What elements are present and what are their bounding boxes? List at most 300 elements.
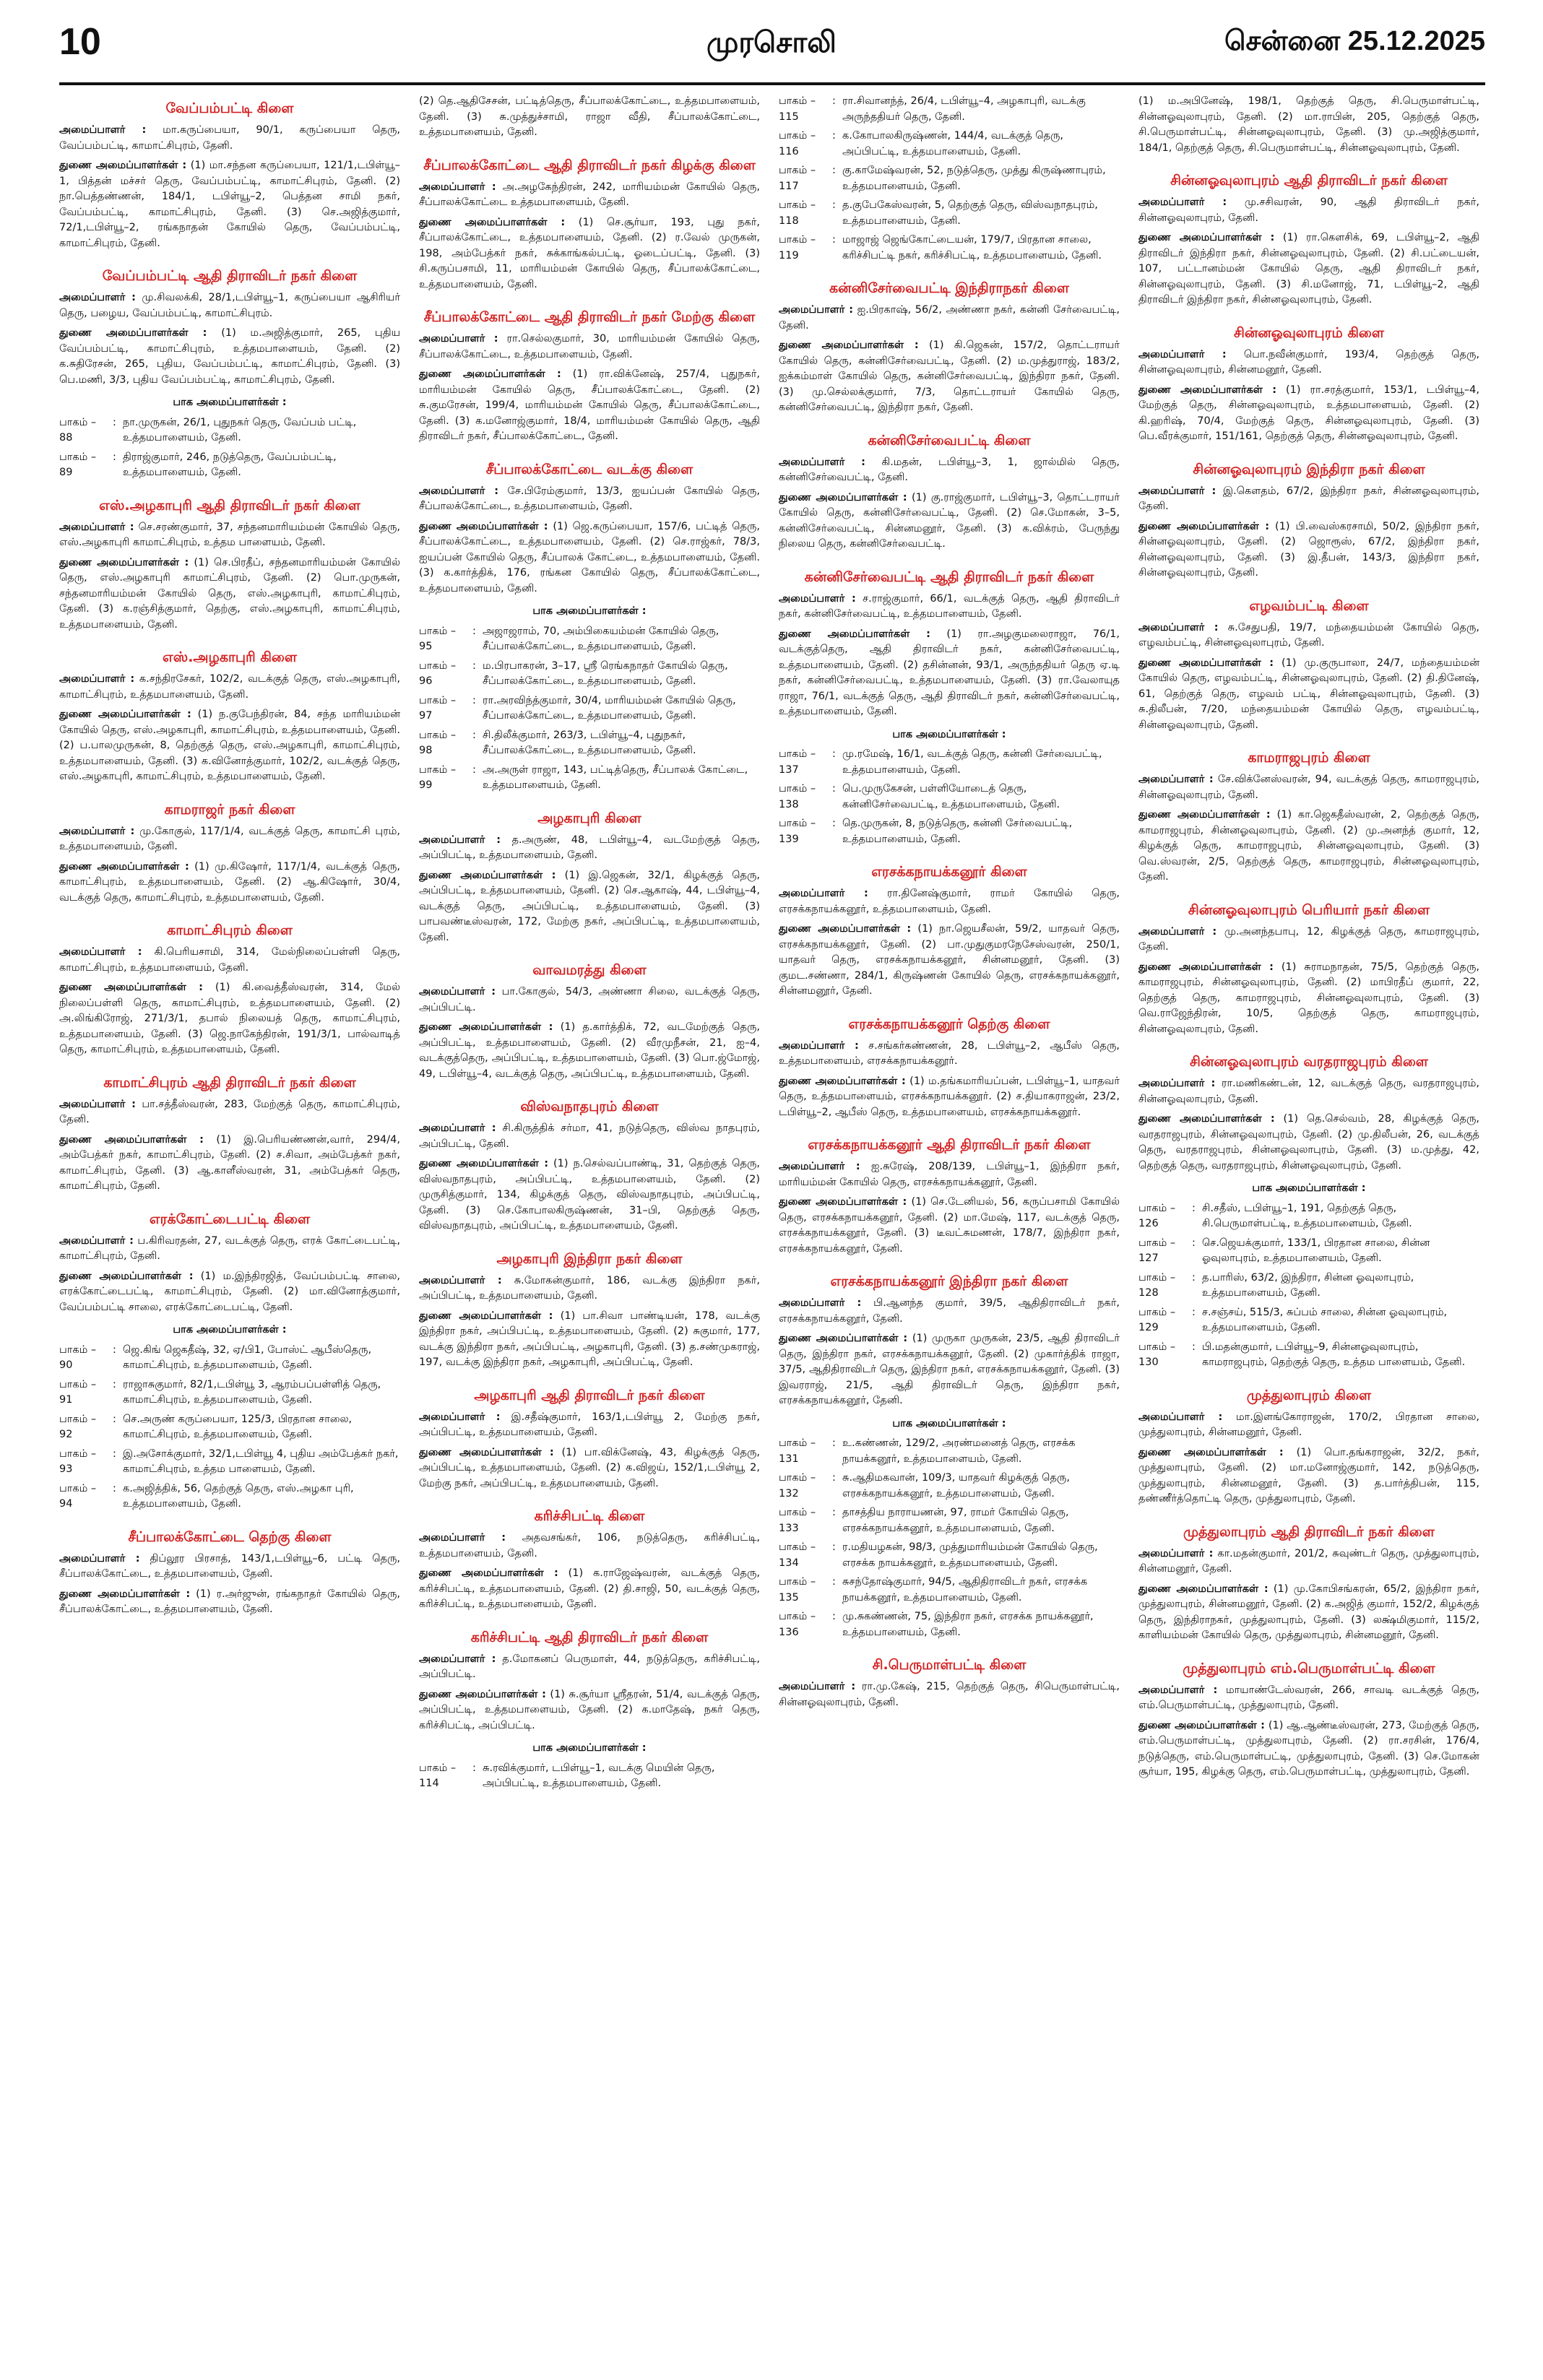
branch-heading: முத்துலாபுரம் கிளை xyxy=(1246,1387,1372,1403)
role-label: அமைப்பாளர் : xyxy=(1138,348,1227,360)
booth-row xyxy=(779,1471,1120,1502)
deputy-organizers xyxy=(59,326,400,388)
branch-heading: எஸ்.அழகாபுரி கிளை xyxy=(162,649,298,665)
deputy-organizers-text: (1) சுராமநாதன், 75/5, தெற்குத் தெரு, காமராஜபுரம், சின்னஓவுலாபுரம், தேனி. (2) மாபிரதீப் குமார், 22, தெற்குத் தெரு, காமராஜபுரம், சின்னஓவுலாபுரம், தேனி. (3) வெ.ராஜேந்திரன், 10/5, தெற்குத் தெரு, காமராஜபுரம், சின்னஓவுலாபுரம், தேனி. xyxy=(1138,961,1479,1035)
role-label: துணை அமைப்பாளர்கள் : xyxy=(1138,384,1277,396)
role-label: அமைப்பாளர் : xyxy=(779,592,856,605)
booth-colon: : xyxy=(832,748,836,760)
branch-section xyxy=(1138,1660,1479,1780)
branch-section xyxy=(1138,901,1479,1038)
organizer-text: கா.மதன்குமார், 201/2, சுவுண்டர் தெரு, முத்துலாபுரம், சின்னமனூர், தேனி. xyxy=(1138,1547,1479,1575)
organizer xyxy=(419,833,760,864)
role-label: அமைப்பாளர் : xyxy=(419,1653,496,1665)
booth-text: மு.சுகண்ணன், 75, இந்திரா நகர், எரசக்க நாயக்கனூர், உத்தமபாளையம், தேனி. xyxy=(842,1611,1094,1638)
branch-section xyxy=(419,157,760,293)
organizer-text: ரா.செல்லகுமார், 30, மாரியம்மன் கோயில் தெரு, சீப்பாலக்கோட்டை, உத்தமபாளையம், தேனி. xyxy=(419,333,760,360)
booth-organizers-heading: பாக அமைப்பாளர்கள் : xyxy=(532,605,647,617)
deputy-organizers-text: (1) ம.தங்கமாரியப்பன், டபிள்யூ–1, யாதவர் தெரு, உத்தமபாளையம், எரசக்கநாயக்கனூர். (2) ச.தியாகராஜன், 23/2, டபிள்யூ–2, ஆபீஸ் தெரு, உத்தமபாளையம், எரசக்கநாயக்கனூர். xyxy=(779,1075,1120,1118)
branch-heading: முத்துலாபுரம் எம்.பெருமாள்பட்டி கிளை xyxy=(1183,1660,1435,1676)
branch-heading: சீப்பாலக்கோட்டை ஆதி திராவிடர் நகர் கிழக்கு கிளை xyxy=(423,157,756,173)
booth-colon: : xyxy=(832,1611,836,1622)
booth-row xyxy=(779,94,1120,125)
booth-text: கு.காமேஷ்வரன், 52, நடுத்தெரு, முத்து கிருஷ்ணாபுரம், உத்தமபாளையம், தேனி. xyxy=(842,165,1106,192)
branch-heading: சின்னஓவுலாபுரம் இந்திரா நகர் கிளை xyxy=(1193,461,1425,477)
branch-section xyxy=(419,1250,760,1371)
organizer xyxy=(1138,772,1479,803)
booth-colon: : xyxy=(113,1448,116,1460)
branch-section xyxy=(779,863,1120,1000)
booth-colon: : xyxy=(472,659,476,672)
organizer xyxy=(779,1296,1120,1327)
role-label: துணை அமைப்பாளர்கள் : xyxy=(419,216,566,228)
deputy-organizers xyxy=(419,1156,760,1234)
branch-heading: விஸ்வநாதபுரம் கிளை xyxy=(520,1099,659,1115)
role-label: துணை அமைப்பாளர்கள் : xyxy=(1138,1583,1268,1595)
booth-number: பாகம் – 139 xyxy=(779,818,816,845)
role-label: துணை அமைப்பாளர்கள் : xyxy=(59,1133,204,1146)
role-label: துணை அமைப்பாளர்கள் : xyxy=(419,368,561,380)
booth-colon: : xyxy=(832,165,836,176)
booth-row xyxy=(59,1377,400,1408)
organizer xyxy=(59,1097,400,1128)
deputy-organizers xyxy=(59,158,400,251)
booth-colon: : xyxy=(472,763,476,776)
role-label: அமைப்பாளர் : xyxy=(59,292,136,303)
branch-heading: அழகாபுரி இந்திரா நகர் கிளை xyxy=(496,1250,683,1267)
booth-colon: : xyxy=(832,1576,836,1588)
organizer-text: சே.விக்னேஸ்வரன், 94, வடக்குத் தெரு, காமராஜபுரம், சின்னஓவுலாபுரம், தேனி. xyxy=(1138,774,1479,801)
booth-number: பாகம் – 90 xyxy=(59,1343,97,1371)
organizer-text: மா.கருப்பையா, 90/1, கருப்பையா தெரு, வேப்பம்பட்டி, காமாட்சிபுரம், தேனி. xyxy=(59,124,400,152)
deputy-organizers xyxy=(779,338,1120,416)
deputy-organizers xyxy=(419,1020,760,1082)
booth-number: பாகம் – 119 xyxy=(779,234,816,261)
booth-row xyxy=(779,1436,1120,1467)
deputy-organizers-text: (1) பா.சிவா பாண்டியன், 178, வடக்கு இந்திரா நகர், அப்பிபட்டி, உத்தமபாளையம், தேனி. (2) சுகுமார், 177, வடக்கு இந்திரா நகர், அப்பிபட்டி, அழகாபுரி, தேனி. (3) த.சண்முகராஜ், 197, வடக்கு இந்திரா நகர், அழகாபுரி, அப்பிபட்டி, தேனி. xyxy=(419,1310,760,1368)
role-label: அமைப்பாளர் : xyxy=(1138,1078,1216,1089)
deputy-organizers-text: (1) ம.அஜித்குமார், 265, புதிய வேப்பம்பட்டி, காமாட்சிபுரம், உத்தமபாளையம், தேனி. (2) க.சுதிரேசன், 265, புதிய, வேப்பம்பட்டி, காமாட்சிபுரம், தேனி. (3) பெ.மணி, 3/3, புதிய வேப்பம்பட்டி, காமாட்சிபுரம், தேனி. xyxy=(59,327,400,386)
deputy-organizers xyxy=(1138,960,1479,1038)
organizer-text: சு.மோகன்குமார், 186, வடக்கு இந்திரா நகர், அப்பிபட்டி, உத்தமபாளையம், தேனி. xyxy=(419,1274,760,1302)
page-number: 10 xyxy=(59,21,101,63)
organizer-text: சி.கிருத்திக் சர்மா, 41, நடுத்தெரு, விஸ்வ நாதபுரம், அப்பிபட்டி, தேனி. xyxy=(419,1122,760,1150)
deputy-organizers-text: (1) த.கார்த்திக், 72, வடமேற்குத் தெரு, அப்பிபட்டி, உத்தமபாளையம், தேனி. (2) வீரமுநீசன், 21, ஐ–4, வடக்குத்தெரு, அப்பிபட்டி, உத்தமபாளையம், தேனி. (3) பொ.ஜ்மோஜ், 49, டபிள்யூ–4, வடக்குத் தெரு, அப்பிபட்டி, உத்தமபாளையம், தேனி. xyxy=(419,1021,760,1080)
booth-row xyxy=(59,415,400,446)
booth-colon: : xyxy=(113,451,116,463)
deputy-organizers-text: (1) மு.குருபாலா, 24/7, மந்தையம்மன் கோயில் தெரு, எழவம்பட்டி, சின்னஓவுலாபுரம், தேனி. (2) தி.தினேஷ், 61, தெற்குத் தெரு, எழவம் பட்டி, சின்னஓவுலாபுரம், தேனி. (3) சு.திலீபன், 7/20, மந்தையம்மன் கோயில் தெரு, எழவம்பட்டி, சின்னஓவுலாபுரம், தேனி. xyxy=(1138,657,1479,731)
booth-colon: : xyxy=(113,1343,116,1356)
booth-row xyxy=(779,1609,1120,1640)
role-label: துணை அமைப்பாளர்கள் : xyxy=(419,1310,553,1322)
booth-text: சி.சதீஸ், டபிள்யூ–1, 191, தெற்குத் தெரு, சி.பெருமாள்பட்டி, உத்தமபாளையம், தேனி. xyxy=(1202,1202,1412,1229)
deputy-organizers-text: (1) பா.விக்னேஷ், 43, கிழக்குத் தெரு, அப்பிபட்டி, உத்தமபாளையம், தேனி. (2) க.விஜய், 152/1,டபிள்யூ 2, மேற்கு நகர், அப்பிபட்டி, உத்தமபாளையம், தேனி. xyxy=(419,1446,760,1489)
role-label: அமைப்பாளர் : xyxy=(1138,925,1217,938)
deputy-organizers xyxy=(59,1133,400,1195)
deputy-organizers xyxy=(779,627,1120,720)
branch-section xyxy=(779,1656,1120,1710)
booth-number: பாகம் – 95 xyxy=(419,625,457,652)
deputy-organizers-text: (1) பி.வைஸ்கரசாமி, 50/2, இந்திரா நகர், சின்னஓவுலாபுரம், தேனி. (2) ஜொரூஸ், 67/2, இந்திரா நகர், சின்னஓவுலாபுரம், தேனி. (3) இ.தீபன், 143/3, இந்திரா நகர், சின்னஓவுலாபுரம், தேனி. xyxy=(1138,520,1479,579)
role-label: அமைப்பாளர் : xyxy=(1138,621,1219,633)
deputy-organizers-text: (1) ந.குபேந்திரன், 84, சந்த மாரியம்மன் கோயில் தெரு, எஸ்.அழகாபுரி, காமாட்சிபுரம், உத்தமபாளையம், தேனி. (2) ப.பாலமுருகன், 8, தெற்குத் தெரு, எஸ்.அழகாபுரி, காமாட்சிபுரம், உத்தமபாளையம், தேனி. (3) க.வினோத்குமார், 102/2, வடக்குத் தெரு, எஸ்.அழகாபுரி, காமாட்சிபுரம், உத்தமபாளையம், தேனி. xyxy=(59,709,400,782)
branch-heading: சீப்பாலக்கோட்டை தெற்கு கிளை xyxy=(128,1528,332,1545)
organizer xyxy=(1138,1546,1479,1578)
role-label: அமைப்பாளர் : xyxy=(419,485,499,497)
organizer-text: சே.பிரேம்குமார், 13/3, ஐயப்பன் கோயில் தெரு, சீப்பாலக்கோட்டை, உத்தமபாளையம், தேனி. xyxy=(419,485,760,512)
branch-section xyxy=(419,810,760,946)
booth-colon: : xyxy=(1192,1341,1196,1353)
branch-section xyxy=(419,461,760,794)
role-label: துணை அமைப்பாளர்கள் : xyxy=(59,327,207,339)
branch-section xyxy=(1138,597,1479,734)
booth-text: மாஜாஜ் ஜெங்கோட்டையன், 179/7, பிரதான சாலை, கரிச்சிபட்டி நகர், கரிச்சிபட்டி, உத்தமபாளையம், தேனி. xyxy=(842,234,1102,261)
booth-colon: : xyxy=(832,199,836,211)
deputy-organizers-text: (1) சு.சூர்யா ஸ்ரீதரன், 51/4, வடக்குத் தெரு, அப்பிபட்டி, உத்தமபாளையம், தேனி. (2) க.மாதேஷ், நகர் தெரு, கரிச்சிபட்டி, அப்பிபட்டி. xyxy=(419,1688,760,1731)
branch-section xyxy=(1138,1387,1479,1507)
organizer xyxy=(419,1121,760,1152)
booth-number: பாகம் – 134 xyxy=(779,1541,816,1569)
organizer xyxy=(1138,1683,1479,1714)
organizer-text: மு.அனந்தபாபு, 12, கிழக்குத் தெரு, காமராஜபுரம், தேனி. xyxy=(1138,925,1479,953)
branch-heading: எஸ்.அழகாபுரி ஆதி திராவிடர் நகர் கிளை xyxy=(99,497,360,514)
booth-colon: : xyxy=(113,1482,116,1494)
booth-row xyxy=(419,728,760,759)
deputy-organizers xyxy=(59,1269,400,1316)
role-label: அமைப்பாளர் : xyxy=(779,1039,859,1052)
booth-number: பாகம் – 92 xyxy=(59,1413,97,1440)
role-label: அமைப்பாளர் : xyxy=(59,1098,136,1110)
branch-heading: கன்னிசேர்வைபட்டி இந்திராநகர் கிளை xyxy=(829,280,1069,296)
role-label: அமைப்பாளர் : xyxy=(779,1161,860,1172)
deputy-organizers xyxy=(1138,1112,1479,1174)
deputy-organizers xyxy=(779,1195,1120,1257)
booth-number: பாகம் – 136 xyxy=(779,1611,816,1638)
deputy-organizers xyxy=(1138,1445,1479,1507)
branch-section xyxy=(779,280,1120,416)
organizer-text: மு.சிவலக்கி, 28/1,டபிள்யூ–1, கருப்பையா ஆசிரியர் தெரு, பழைய, வேப்பம்பட்டி, காமாட்சிபுரம். xyxy=(59,292,400,319)
branch-heading: அழகாபுரி ஆதி திராவிடர் நகர் கிளை xyxy=(474,1387,705,1403)
booth-row xyxy=(1138,1340,1479,1371)
booth-colon: : xyxy=(832,1437,836,1449)
deputy-organizers xyxy=(419,1309,760,1371)
organizer xyxy=(419,484,760,515)
branch-section xyxy=(59,922,400,1058)
organizer-text: பொ.நவீன்குமார், 193/4, தெற்குத் தெரு, சின்னஓவுலாபுரம், சின்னமனூர், தேனி. xyxy=(1138,348,1479,376)
column-2 xyxy=(419,94,760,2369)
deputy-organizers-text: (1) ர.அர்ஜுன், ரங்கநாதர் கோயில் தெரு, சீப்பாலக்கோட்டை, உத்தமபாளையம், தேனி. xyxy=(59,1588,400,1615)
booth-row xyxy=(419,659,760,690)
booth-row xyxy=(779,1505,1120,1536)
branch-section xyxy=(1138,324,1479,445)
booth-number: பாகம் – 96 xyxy=(419,659,457,687)
organizer-text: பி.ஆனந்த குமார், 39/5, ஆதிதிராவிடர் நகர், எரசக்கநாயக்கனூர், தேனி. xyxy=(779,1297,1120,1325)
branch-heading: எரசக்கநாயக்கனூர் கிளை xyxy=(871,864,1027,880)
organizer xyxy=(1138,1410,1479,1441)
branch-heading: கன்னிசேர்வைபட்டி கிளை xyxy=(868,432,1031,449)
booth-row xyxy=(779,233,1120,264)
booth-row xyxy=(779,1540,1120,1571)
branch-section xyxy=(59,801,400,906)
role-label: அமைப்பாளர் : xyxy=(1138,774,1214,785)
deputy-organizers xyxy=(419,367,760,445)
branch-heading: காமாட்சிபுரம் கிளை xyxy=(167,922,293,938)
branch-section xyxy=(419,308,760,445)
role-label: துணை அமைப்பாளர்கள் : xyxy=(419,1158,549,1169)
booth-text: அ.அருள் ராஜா, 143, பட்டித்தெரு, சீப்பாலக் கோட்டை, உத்தமபாளையம், தேனி. xyxy=(483,763,748,791)
branch-section xyxy=(779,1273,1120,1640)
booth-organizers-heading: பாக அமைப்பாளர்கள் : xyxy=(173,397,287,408)
role-label: துணை அமைப்பாளர்கள் : xyxy=(779,1333,908,1344)
deputy-organizers-text: (1) நா.ஜெயசீலன், 59/2, யாதவர் தெரு, எரசக்கநாயக்கனூர், தேனி. (2) பா.முதுகுமரநேசேஸ்வரன், 250/1, யாதவர் தெரு, எரசக்கநாயக்கனூர், சின்னமனூர், தேனி. (3) குமட.சண்ணா, 284/1, கிருஷ்ணன் கோயில் தெரு, எரசக்கநாயக்கனூர், சின்னமனூர், தேனி. xyxy=(779,923,1120,997)
organizer xyxy=(1138,347,1479,378)
organizer-text: கி.பெரியசாமி, 314, மேல்நிலைப்பள்ளி தெரு, காமாட்சிபுரம், உத்தமபாளையம், தேனி. xyxy=(59,946,400,974)
role-label: அமைப்பாளர் : xyxy=(1138,196,1227,208)
booth-text: சு.ரவிக்குமார், டபிள்யூ–1, வடக்கு மெயின் தெரு, அப்பிபட்டி, உத்தமபாளையம், தேனி. xyxy=(483,1762,715,1789)
branch-section xyxy=(1138,1053,1479,1371)
booth-colon: : xyxy=(832,783,836,795)
booth-row xyxy=(59,1447,400,1478)
deputy-organizers xyxy=(779,922,1120,1000)
organizer-text: சு.சேதுபதி, 19/7, மந்தையம்மன் கோயில் தெரு, எழவம்பட்டி, சின்னஓவுலாபுரம், தேனி. xyxy=(1138,621,1479,649)
role-label: துணை அமைப்பாளர்கள் : xyxy=(1138,961,1274,973)
organizer xyxy=(1138,484,1479,515)
deputy-organizers-text: (1) பொ.தங்கராஜன், 32/2, நகர், முத்துலாபுரம், தேனி. (2) மா.மனோஜ்குமார், 142, நடுத்தெரு, முத்துலாபுரம், சின்னமனூர், தேனி. (3) த.பார்த்திபன், 115, தண்ணீர்த்தொட்டி தெரு, முத்துலாபுரம், தேனி. xyxy=(1138,1446,1479,1505)
role-label: துணை அமைப்பாளர்கள் : xyxy=(59,160,187,171)
booth-number: பாகம் – 114 xyxy=(419,1762,457,1789)
deputy-organizers xyxy=(1138,383,1479,445)
deputy-organizers xyxy=(419,868,760,946)
organizer xyxy=(779,886,1120,917)
booth-number: பாகம் – 138 xyxy=(779,783,816,810)
deputy-organizers xyxy=(1138,808,1479,886)
organizer-text: ஐ.பிரகாஷ், 56/2, அண்ணா நகர், கன்னி சேர்வைபட்டி, தேனி. xyxy=(779,304,1120,332)
booth-row xyxy=(779,782,1120,813)
booth-text: ம.பிரபாகரன், 3–17, ஸ்ரீ ரெங்கநாதர் கோயில் தெரு, சீப்பாலக்கோட்டை, உத்தமபாளையம், தேனி. xyxy=(483,659,728,687)
role-label: அமைப்பாளர் : xyxy=(59,825,135,837)
role-label: துணை அமைப்பாளர்கள் : xyxy=(419,1021,553,1033)
booth-text: பி.மதன்குமார், டபிள்யூ–9, சின்னஓவுலாபுரம், காமராஜபுரம், தெற்குத் தெரு, உத்தம பாளையம், தேனி. xyxy=(1202,1341,1466,1368)
role-label: துணை அமைப்பாளர்கள் : xyxy=(59,556,189,568)
booth-row xyxy=(779,1575,1120,1606)
deputy-organizers xyxy=(419,1687,760,1734)
booth-organizers-heading: பாக அமைப்பாளர்கள் : xyxy=(532,1742,647,1754)
deputy-organizers-text: (1) ரா.அழகுமலைராஜா, 76/1, வடக்குத்தெரு, ஆதி திராவிடர் நகர், கன்னிசேர்வைபட்டி, உத்தமபாளையம், தேனி. (2) தசின்னன், 93/1, அருந்ததியர் தெரு ஏ.டி நகர், கன்னிசேர்வைபட்டி, உத்தமபாளையம், தேனி. (3) ரா.வேலாயுத ராஜா, 76/1, வடக்குத் தெரு, ஆதி திராவிடர் நகர், கன்னிசேர்வைபட்டி, உத்தமபாளையம், தேனி. xyxy=(779,628,1120,717)
role-label: அமைப்பாளர் : xyxy=(419,834,501,846)
deputy-organizers-text: (1) கா.ஜெகதீஸ்வரன், 2, தெற்குத் தெரு, காமராஜபுரம், சின்னஓவுலாபுரம், தேனி. (2) மு.அனந்த் குமார், 12, கிழக்குத் தெரு, காமராஜபுரம், சின்னஓவுலாபுரம், தேனி. (3) வெ.ஸ்வரன், 2/5, தெற்குத் தெரு, காமராஜபுரம், சின்னஓவுலாபுரம், தேனி. xyxy=(1138,809,1479,883)
role-label: அமைப்பாளர் : xyxy=(779,304,854,316)
booth-colon: : xyxy=(832,95,836,107)
organizer xyxy=(59,1552,400,1583)
organizer xyxy=(419,1410,760,1441)
column-4 xyxy=(1138,94,1479,2369)
organizer xyxy=(59,945,400,976)
organizer xyxy=(779,1039,1120,1070)
booth-row xyxy=(1138,1201,1479,1232)
booth-row xyxy=(779,747,1120,778)
branch-heading: காமராஜர் நகர் கிளை xyxy=(164,801,295,818)
booth-row xyxy=(1138,1236,1479,1267)
organizer-text: கி.மதன், டபிள்யூ–3, 1, ஜால்மில் தெரு, கன்னிசேர்வைபட்டி, தேனி. xyxy=(779,456,1120,483)
organizer-text: ரா.மு.கேஷ், 215, தெற்குத் தெரு, சிபெருமாள்பட்டி, சின்னஓவுலாபுரம், தேனி. xyxy=(779,1681,1120,1708)
booth-colon: : xyxy=(472,729,476,741)
organizer-text: மா.இளங்கோராஜன், 170/2, பிரதான சாலை, முத்துலாபுரம், சின்னமனூர், தேனி. xyxy=(1138,1411,1479,1438)
booth-text: தாசத்திய நாராயணன், 97, ராமர் கோயில் தெரு, எரசக்கநாயக்கனூர், உத்தமபாளையம், தேனி. xyxy=(842,1507,1069,1534)
role-label: துணை அமைப்பாளர்கள் : xyxy=(1138,1446,1284,1458)
role-label: துணை அமைப்பாளர்கள் : xyxy=(779,628,930,640)
booth-row xyxy=(59,450,400,481)
role-label: துணை அமைப்பாளர்கள் : xyxy=(419,520,548,532)
dateline: சென்னை 25.12.2025 xyxy=(1224,26,1485,56)
role-label: துணை அமைப்பாளர்கள் : xyxy=(59,860,189,873)
organizer xyxy=(419,985,760,1016)
booth-text: அஜாஜராம், 70, அம்பிகையம்மன் கோயில் தெரு, சீப்பாலக்கோட்டை, உத்தமபாளையம், தேனி. xyxy=(483,625,719,652)
branch-section xyxy=(419,1507,760,1613)
organizer xyxy=(1138,1076,1479,1107)
organizer xyxy=(419,332,760,363)
branch-section xyxy=(779,94,1120,264)
booth-row xyxy=(59,1412,400,1443)
deputy-organizers-text: (1) ந.செல்வப்பாண்டி, 31, தெற்குத் தெரு, விஸ்வநாதபுரம், அப்பிபட்டி, உத்தமபாளையம், தேனி. (2) முருசித்குமார், 134, கிழக்குத் தெரு, விஸ்வநாதபுரம், அப்பிபட்டி, தேனி. (3) செ.கோபாலகிருஷ்ணன், 31–பி, தெற்குத் தெரு, விஸ்வநாதபுரம், அப்பிபட்டி, உத்தமபாளையம், தேனி. xyxy=(419,1158,760,1232)
role-label: துணை அமைப்பாளர்கள் : xyxy=(1138,809,1271,821)
booth-colon: : xyxy=(832,818,836,829)
organizer-text: க.சந்திரசேகர், 102/2, வடக்குத் தெரு, எஸ்.அழகாபுரி, காமாட்சிபுரம், உத்தமபாளையம், தேனி. xyxy=(59,673,400,701)
organizer-text: ச.ராஜ்குமார், 66/1, வடக்குத் தெரு, ஆதி திராவிடர் நகர், கன்னிசேர்வைபட்டி, உத்தமபாளையம், தேனி. xyxy=(779,592,1120,620)
organizer xyxy=(59,1234,400,1265)
role-label: அமைப்பாளர் : xyxy=(59,946,142,958)
booth-number: பாகம் – 99 xyxy=(419,763,457,791)
booth-colon: : xyxy=(1192,1306,1196,1318)
booth-colon: : xyxy=(472,625,476,637)
booth-colon: : xyxy=(113,1378,116,1390)
branch-heading: எரசக்கநாயக்கனூர் தெற்கு கிளை xyxy=(848,1016,1050,1032)
branch-section xyxy=(1138,749,1479,886)
booth-row xyxy=(59,1343,400,1374)
booth-text: ரா.அரவிந்த்குமார், 30/4, மாரியம்மன் கோயில் தெரு, சீப்பாலக்கோட்டை, உத்தமபாளையம், தேனி. xyxy=(483,694,736,722)
organizer-text: ப.கிரிவரதன், 27, வடக்குத் தெரு, எரக் கோட்டைபட்டி, காமாட்சிபுரம், தேனி. xyxy=(59,1234,400,1262)
deputy-organizers-text: (1) கு.ராஜ்குமார், டபிள்யூ–3, தொட்டராயர் கோயில் தெரு, கன்னிசேர்வைபட்டி, தேனி. (2) செ.மோகன், 3–5, கன்னிசேர்வைபட்டி, சின்னமனூர், தேனி. (3) க.விக்ரம், பேருந்து நிலைய தெரு, கன்னிசேர்வைபட்டி. xyxy=(779,491,1120,550)
deputy-organizers-text: (1) ஆ.ஆண்டீஸ்வரன், 273, மேற்குத் தெரு, எம்.பெருமாள்பட்டி, முத்துலாபுரம், தேனி. (2) ரா.சரசின், 176/4, நடுத்தெரு, எம்.பெருமாள்பட்டி, முத்துலாபுரம், தேனி. (3) செ.மோகன் சூர்யா, 195, கிழக்கு தெரு, எம்.பெருமாள்பட்டி, முத்துலாபுரம், தேனி. xyxy=(1138,1719,1479,1778)
role-label: துணை அமைப்பாளர்கள் : xyxy=(779,491,907,503)
organizer-text: மாயாண்டேஸ்வரன், 266, சாவடி வடக்குத் தெரு, எம்.பெருமாள்பட்டி, முத்துலாபுரம், தேனி. xyxy=(1138,1684,1479,1711)
booth-number: பாகம் – 89 xyxy=(59,451,97,478)
organizer xyxy=(1138,195,1479,226)
booth-number: பாகம் – 88 xyxy=(59,416,97,443)
booth-number: பாகம் – 94 xyxy=(59,1482,97,1510)
branch-heading: சின்னஓவுலாபுரம் பெரியார் நகர் கிளை xyxy=(1188,901,1430,918)
role-label: துணை அமைப்பாளர்கள் : xyxy=(1138,232,1275,243)
booth-text: திராஜ்குமார், 246, நடுத்தெரு, வேப்பம்பட்டி, உத்தமபாளையம், தேனி. xyxy=(123,451,337,478)
branch-section xyxy=(59,649,400,785)
organizer-text: திப்லூர பிரசாத், 143/1,டபிள்யூ–6, பட்டி தெரு, சீப்பாலக்கோட்டை, உத்தமபாளையம், தேனி. xyxy=(59,1552,400,1580)
organizer xyxy=(779,1679,1120,1710)
booth-row xyxy=(419,1761,760,1792)
booth-colon: : xyxy=(832,1507,836,1518)
booth-row xyxy=(59,1481,400,1513)
deputy-organizers xyxy=(779,490,1120,553)
role-label: அமைப்பாளர் : xyxy=(59,521,134,533)
role-label: துணை அமைப்பாளர்கள் : xyxy=(1138,657,1274,669)
booth-colon: : xyxy=(113,1413,116,1425)
role-label: துணை அமைப்பாளர்கள் : xyxy=(779,1075,906,1087)
role-label: அமைப்பாளர் : xyxy=(419,986,496,998)
organizer xyxy=(59,123,400,154)
organizer xyxy=(59,824,400,855)
organizer-text: பா.சத்தீஸ்வரன், 283, மேற்குத் தெரு, காமாட்சிபுரம், தேனி. xyxy=(59,1098,400,1125)
booth-text: பெ.முருகேசன், பள்ளியோடைத் தெரு, கன்னிசேர்வைபட்டி, உத்தமபாளையம், தேனி. xyxy=(842,783,1060,810)
continued-text: (1) ம.அபினேஷ், 198/1, தெற்குத் தெரு, சி.பெருமாள்பட்டி, சின்னஓவுலாபுரம், தேனி. (2) மா.ராபின், 205, தெற்குத் தெரு, சி.பெருமாள்பட்டி, சின்னஓவுலாபுரம், தேனி. (3) மு.அஜித்குமார், 184/1, தெற்குத் தெரு, சி.பெருமாள்பட்டி, சின்னஓவுலாபுரம், தேனி. xyxy=(1138,95,1479,154)
role-label: துணை அமைப்பாளர்கள் : xyxy=(779,923,912,935)
role-label: துணை அமைப்பாளர்கள் : xyxy=(59,709,191,720)
branch-heading: அழகாபுரி கிளை xyxy=(537,810,641,826)
branch-section xyxy=(1138,461,1479,581)
header-rule xyxy=(59,82,1485,85)
branch-heading: சி.பெருமாள்பட்டி கிளை xyxy=(872,1657,1026,1673)
booth-organizers-heading: பாக அமைப்பாளர்கள் : xyxy=(1252,1182,1366,1194)
organizer xyxy=(59,672,400,703)
deputy-organizers xyxy=(419,519,760,597)
branch-section xyxy=(1138,94,1479,156)
booth-colon: : xyxy=(472,1762,476,1774)
booth-row xyxy=(1138,1305,1479,1336)
role-label: அமைப்பாளர் : xyxy=(1138,1411,1223,1423)
role-label: அமைப்பாளர் : xyxy=(419,333,498,345)
role-label: அமைப்பாளர் : xyxy=(419,1274,502,1286)
deputy-organizers xyxy=(1138,1718,1479,1780)
deputy-organizers-text: (1) செ.சூர்யா, 193, புது நகர், சீப்பாலக்கோட்டை, உத்தமபாளையம், தேனி. (2) ர.வேல் முருகன், 198, அம்பேத்கர் நகர், சுக்காங்கல்பட்டி, ஓடைப்பட்டி, தேனி. (3) சி.கருப்பசாமி, 11, மாரியம்மன் கோயில் தெரு, சீப்பாலக்கோட்டை, உத்தமபாளையம், தேனி. xyxy=(419,216,760,290)
booth-row xyxy=(779,129,1120,160)
deputy-organizers-text: (1) ம.இந்திரஜித், வேப்பம்பட்டி சாலை, எரக்கோட்டைபட்டி, காமாட்சிபுரம், தேனி. (2) மா.வினோத்குமார், வேப்பம்பட்டி சாலை, எரக்கோட்டைபட்டி, தேனி. xyxy=(59,1270,400,1313)
deputy-organizers-text: (1) ரா.விக்னேஷ், 257/4, புதுநகர், மாரியம்மன் கோயில் தெரு, சீப்பாலக்கோட்டை, தேனி. (2) சு.குமரேசன், 199/4, மாரியம்மன் கோயில் தெரு, சீப்பாலக்கோட்டை, தேனி. (3) க.மனோஜ்குமார், 18/4, மாரியம்மன் கோயில் தெரு, ஆதி திராவிடர் நகர், சீப்பாலக்கோட்டை, தேனி. xyxy=(419,368,760,442)
role-label: அமைப்பாளர் : xyxy=(419,1532,506,1544)
role-label: துணை அமைப்பாளர்கள் : xyxy=(59,1270,194,1282)
booth-colon: : xyxy=(832,1541,836,1553)
branch-section xyxy=(59,1211,400,1513)
deputy-organizers xyxy=(59,980,400,1058)
organizer-text: அ.அழகேந்திரன், 242, மாரியம்மன் கோயில் தெரு, சீப்பாலக்கோட்டை உத்தமபாளையம், தேனி. xyxy=(419,181,760,208)
organizer-text: த.மோகனப் பெருமாள், 44, நடுத்தெரு, கரிச்சிபட்டி, அப்பிபட்டி. xyxy=(419,1653,760,1680)
booth-row xyxy=(419,693,760,724)
booth-number: பாகம் – 127 xyxy=(1138,1237,1176,1264)
branch-section xyxy=(1138,172,1479,308)
booth-colon: : xyxy=(832,234,836,246)
booth-row xyxy=(419,624,760,655)
organizer xyxy=(59,520,400,551)
deputy-organizers xyxy=(59,860,400,906)
organizer-text: பா.கோகுல், 54/3, அண்ணா சிலை, வடக்குத் தெரு, அப்பிபட்டி. xyxy=(419,986,760,1013)
role-label: துணை அமைப்பாளர்கள் : xyxy=(419,1567,558,1579)
deputy-organizers-text: (1) தெ.செல்வம், 28, கிழக்குத் தெரு, வரதராஜபுரம், சின்னஓவுலாபுரம், தேனி. (2) மு.திலீபன், 26, வடக்குத் தெரு, வரதராஜபுரம், சின்னஓவுலாபுரம், தேனி. (3) ம.முத்து, 42, தெற்குத் தெரு, வரதராஜபுரம், சின்னஓவுலாபுரம், தேனி. xyxy=(1138,1113,1479,1172)
booth-colon: : xyxy=(113,416,116,428)
branch-section xyxy=(59,1074,400,1195)
role-label: அமைப்பாளர் : xyxy=(779,1297,862,1309)
role-label: துணை அமைப்பாளர்கள் : xyxy=(419,869,556,881)
booth-number: பாகம் – 133 xyxy=(779,1507,816,1534)
booth-organizers-heading: பாக அமைப்பாளர்கள் : xyxy=(892,728,1006,740)
organizer-text: அதவசங்கர், 106, நடுத்தெரு, கரிச்சிபட்டி, உத்தமபாளையம், தேனி. xyxy=(419,1532,760,1559)
branch-heading: கரிச்சிபட்டி ஆதி திராவிடர் நகர் கிளை xyxy=(470,1629,709,1645)
deputy-organizers xyxy=(1138,656,1479,734)
branch-section xyxy=(59,497,400,633)
role-label: துணை அமைப்பாளர்கள் : xyxy=(59,1588,191,1600)
branch-section xyxy=(59,100,400,251)
booth-colon: : xyxy=(1192,1202,1196,1214)
booth-number: பாகம் – 98 xyxy=(419,729,457,756)
branch-section xyxy=(59,1528,400,1618)
organizer-text: செ.சரண்குமார், 37, சந்தனமாரியம்மன் கோயில் தெரு, எஸ்.அழகாபுரி காமாட்சிபுரம், உத்தம பாளையம், தேனி. xyxy=(59,521,400,548)
booth-text: செ.அருண் கருப்பையா, 125/3, பிரதான சாலை, காமாட்சிபுரம், உத்தமபாளையம், தேனி. xyxy=(123,1413,353,1440)
deputy-organizers xyxy=(779,1074,1120,1121)
role-label: துணை அமைப்பாளர்கள் : xyxy=(419,1688,546,1700)
